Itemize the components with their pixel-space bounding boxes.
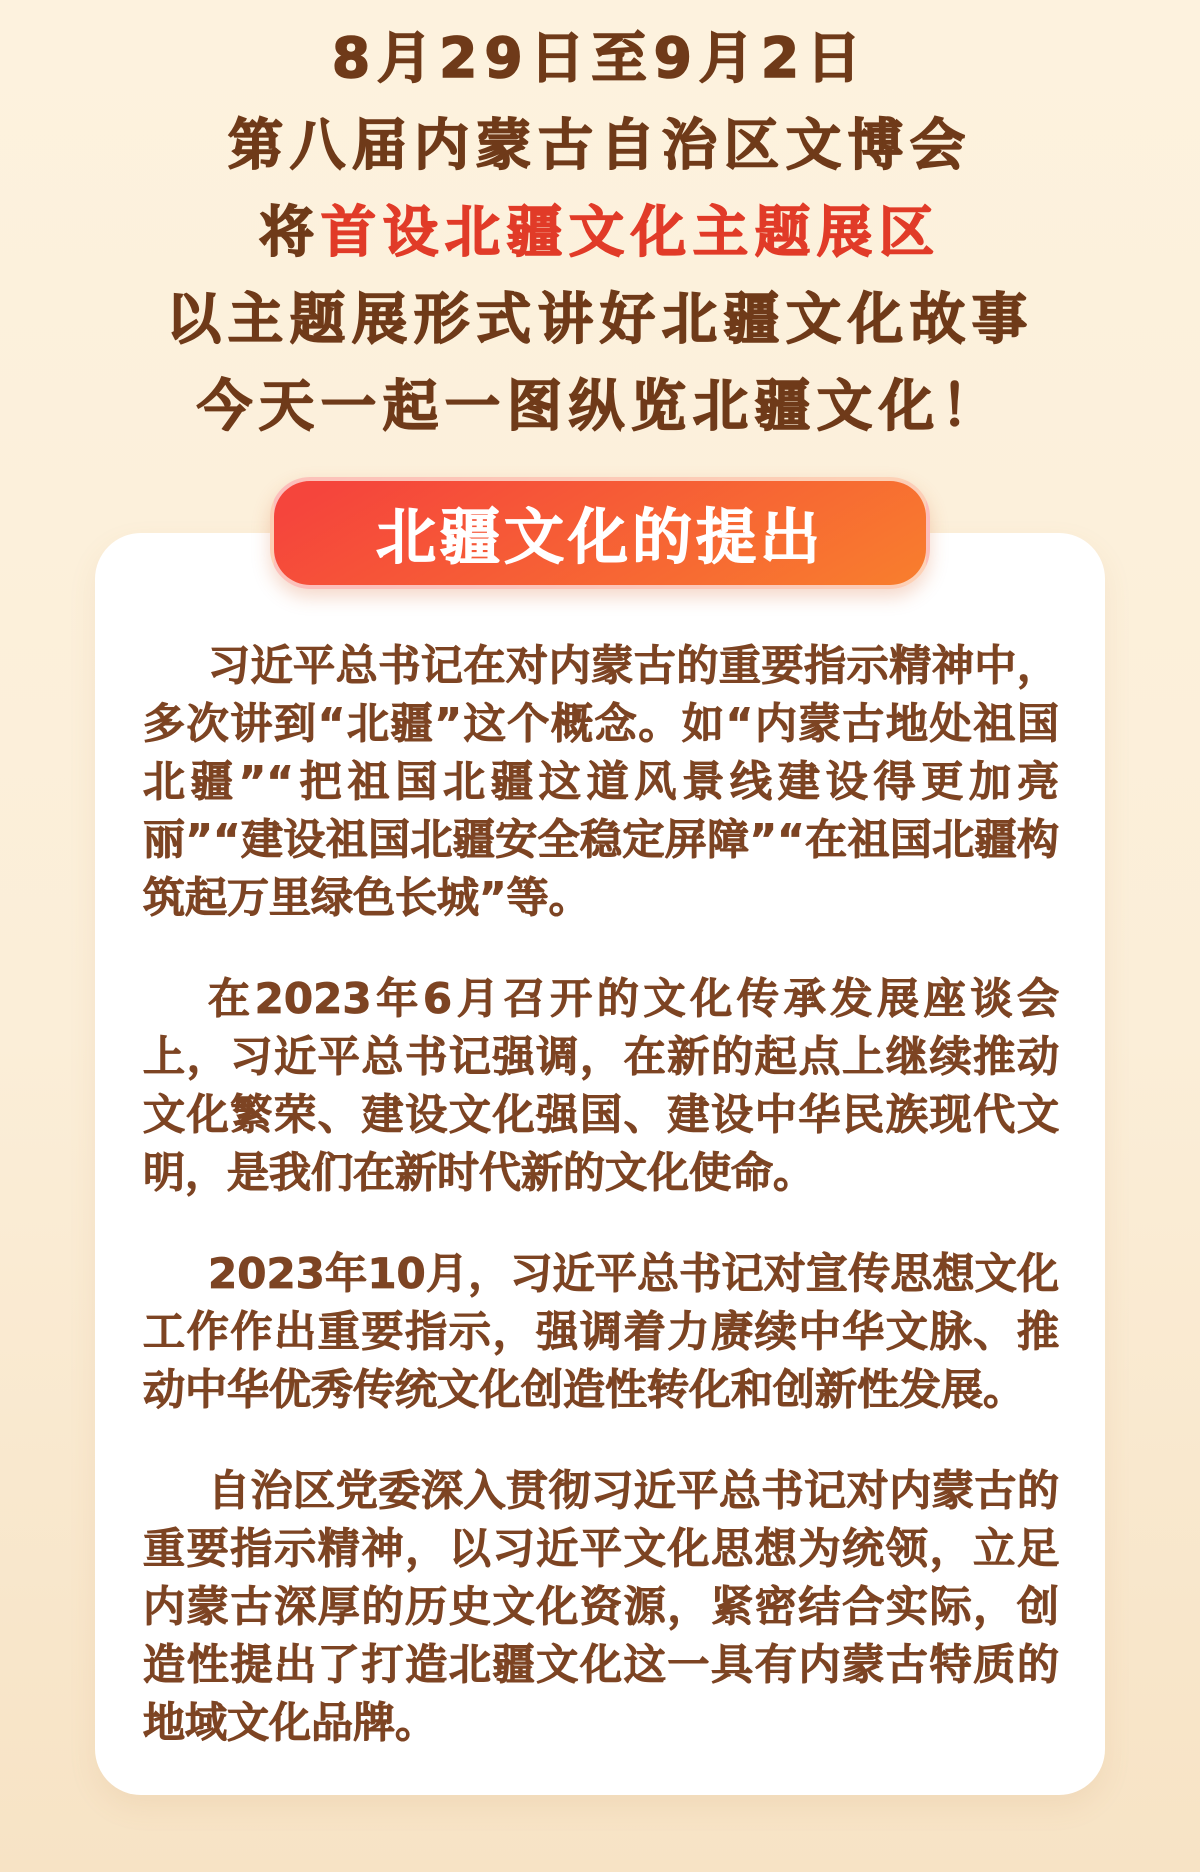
intro-line-theme [0, 200, 1200, 264]
beijiang-culture-section [0, 477, 1200, 1795]
section-title-banner [270, 477, 930, 589]
intro-line-theme-highlight: 首设北疆文化主题展区 [321, 200, 942, 264]
intro-line-overview: 今天一起一图纵览北疆文化！ [196, 374, 1003, 438]
article-card [95, 533, 1105, 1795]
article-paragraph-3: 2023年10月，习近平总书记对宣传思想文化工作作出重要指示，强调着力赓续中华文脉、推动中华优秀传统文化创造性转化和创新性发展。 [143, 1249, 1059, 1414]
article-paragraph-4: 自治区党委深入贯彻习近平总书记对内蒙古的重要指示精神，以习近平文化思想为统领，立足内蒙古深厚的历史文化资源，紧密结合实际，创造性提出了打造北疆文化这一具有内蒙古特质的地域文化品牌。 [143, 1466, 1059, 1747]
intro-header [0, 0, 1200, 438]
article-paragraph-1: 习近平总书记在对内蒙古的重要指示精神中，多次讲到“北疆”这个概念。如“内蒙古地处祖国北疆”“把祖国北疆这道风景线建设得更加亮丽”“建设祖国北疆安全稳定屏障”“在祖国北疆构筑起万里绿色长城”等。 [143, 641, 1059, 922]
section-title: 北疆文化的提出 [376, 503, 824, 573]
intro-line-story: 以主题展形式讲好北疆文化故事 [165, 287, 1034, 351]
intro-line-expo: 第八届内蒙古自治区文博会 [227, 113, 972, 177]
intro-line-dates: 8月29日至9月2日 [331, 26, 869, 90]
intro-line-theme-prefix: 将 [258, 200, 321, 264]
article-paragraph-2: 在2023年6月召开的文化传承发展座谈会上，习近平总书记强调，在新的起点上继续推动文化繁荣、建设文化强国、建设中华民族现代文明，是我们在新时代新的文化使命。 [143, 974, 1059, 1197]
